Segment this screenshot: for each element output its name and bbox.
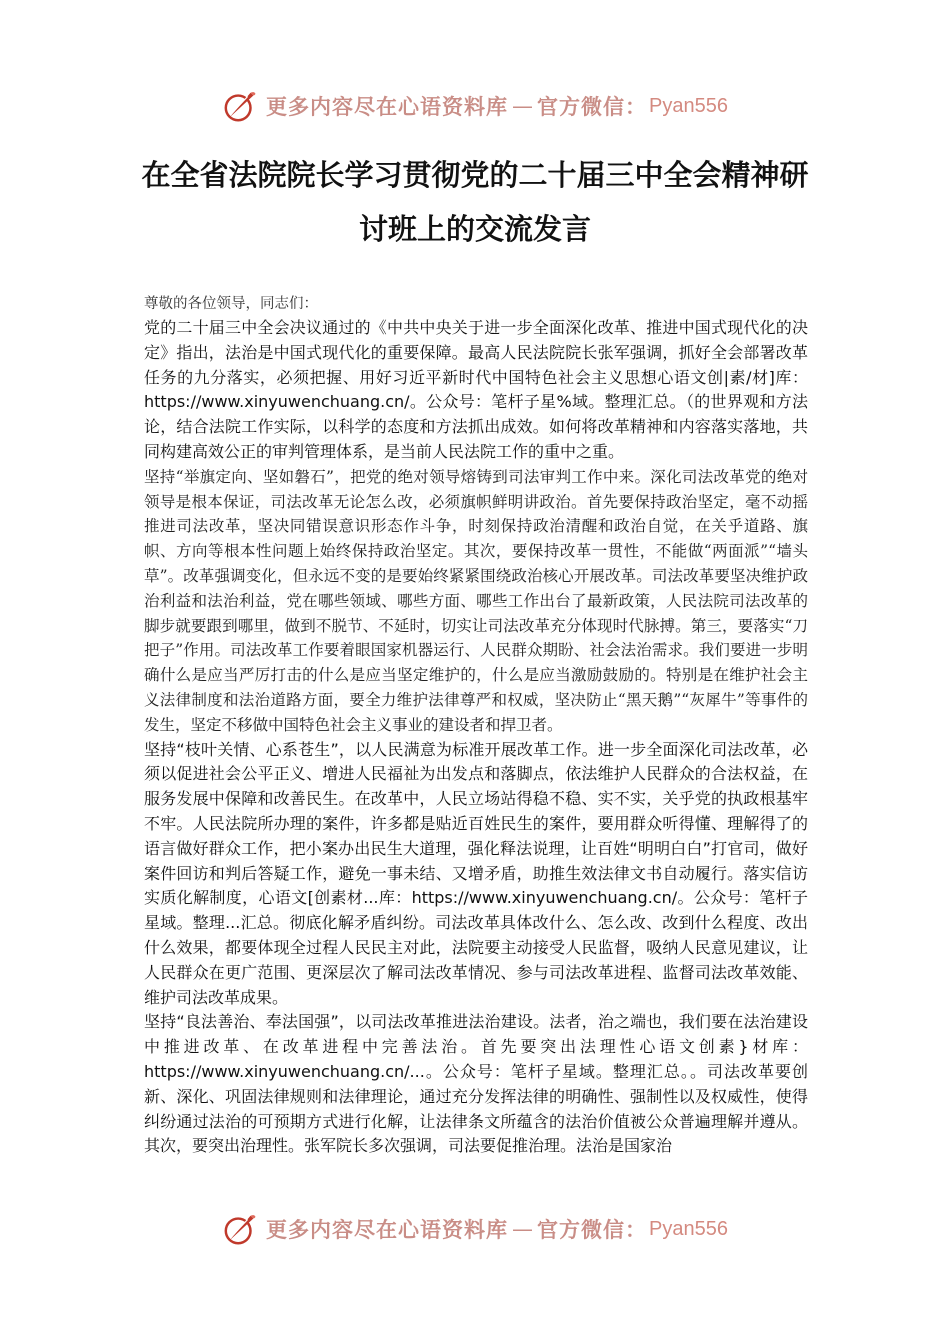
feather-pen-logo-icon — [222, 87, 260, 125]
document-body — [144, 292, 808, 1159]
title-line-2: 讨班上的交流发言 — [358, 212, 591, 246]
watermark-banner-top — [0, 84, 950, 128]
watermark-wechat-id: Pyan556 — [649, 1217, 728, 1240]
watermark-wechat-id: Pyan556 — [649, 94, 728, 117]
paragraph-1: 党的二十届三中全会决议通过的《中共中央关于进一步全面深化改革、推进中国式现代化的决定》指出，法治是中国式现代化的重要保障。最高人民法院院长张军强调，抓好全会部署改革任务的九分落实，必须把握、用好习近平新时代中国特色社会主义思想心语文创|素/材]库：https://www.xinyuwenchuang.cn/。公众号：笔杆子星%域。整理汇总。（的世界观和方法论，结合法院工作实际，以科学的态度和方法抓出成效。如何将改革精神和内容落实落地，共同构建高效公正的审判管理体系，是当前人民法院工作的重中之重。 — [144, 318, 808, 461]
watermark-official-label: 官方微信： — [537, 95, 648, 119]
watermark-text: 更多内容尽在心语资料库 — [266, 95, 509, 119]
paragraph-3: 坚持“枝叶关情、心系苍生”，以人民满意为标准开展改革工作。进一步全面深化司法改革，必须以促进社会公平正义、增进人民福祉为出发点和落脚点，依法维护人民群众的合法权益，在服务发展中保障和改善民生。在改革中，人民立场站得稳不稳、实不实，关乎党的执政根基牢不牢。人民法院所办理的案件，许多都是贴近百姓民生的案件，要用群众听得懂、理解得了的语言做好群众工作，把小案办出民生大道理，强化释法说理，让百姓“明明白白”打官司，做好案件回访和判后答疑工作，避免一事未结、又增矛盾，助推生效法律文书自动履行。落实信访实质化解制度，心语文[创素材...库：https://www.xinyuwenchuang.cn/。公众号：笔杆子星域。整理...汇总。彻底化解矛盾纠纷。司法改革具体改什么、怎么改、改到什么程度、改出什么效果，都要体现全过程人民民主对此，法院要主动接受人民监督，吸纳人民意见建议，让人民群众在更广范围、更深层次了解司法改革情况、参与司法改革进程、监督司法改革效能、维护司法改革成果。 — [144, 739, 808, 1007]
watermark-official-label: 官方微信： — [537, 1218, 648, 1242]
watermark-banner-bottom — [0, 1207, 950, 1251]
watermark-text: 更多内容尽在心语资料库 — [266, 1218, 509, 1242]
watermark-separator: — — [512, 94, 534, 118]
paragraph-2: 坚持“举旗定向、坚如磐石”，把党的绝对领导熔铸到司法审判工作中来。深化司法改革党的绝对领导是根本保证，司法改革无论怎么改，必须旗帜鲜明讲政治。首先要保持政治坚定，毫不动摇推进司法改革，坚决同错误意识形态作斗争，时刻保持政治清醒和政治自觉，在关乎道路、旗帜、方向等根本性问题上始终保持政治坚定。其次，要保持改革一贯性，不能做“两面派”“墙头草”。改革强调变化，但永远不变的是要始终紧紧围绕政治核心开展改革。司法改革要坚决维护政治利益和法治利益，党在哪些领域、哪些方面、哪些工作出台了最新政策，人民法院司法改革的脚步就要跟到哪里，做到不脱节、不延时，切实让司法改革充分体现时代脉搏。第三，要落实“刀把子”作用。司法改革工作要着眼国家机器运行、人民群众期盼、社会法治需求。我们要进一步明确什么是应当严厉打击的什么是应当坚定维护的，什么是应当激励鼓励的。特别是在维护社会主义法律制度和法治道路方面，要全力维护法律尊严和权威，坚决防止“黑天鹅”“灰犀牛”等事件的发生，坚定不移做中国特色社会主义事业的建设者和捍卫者。 — [144, 467, 808, 734]
title-line-1: 在全省法院院长学习贯彻党的二十届三中全会精神研 — [141, 158, 809, 192]
feather-pen-logo-icon — [222, 1210, 260, 1248]
document-title — [130, 148, 820, 256]
paragraph-4: 坚持“良法善治、奉法国强”，以司法改革推进法治建设。法者，治之端也，我们要在法治建设中推进改革、在改革进程中完善法治。首先要突出法理性心语文创素}材库：https://www.xinyuwenchuang.cn/...。公众号：笔杆子星域。整理汇总。。司法改革要创新、深化、巩固法律规则和法律理论，通过充分发挥法律的明确性、强制性以及权威性，使得纠纷通过法治的可预期方式进行化解，让法律条文所蕴含的法治价值被公众普遍理解并遵从。其次，要突出治理性。张军院长多次强调，司法要促推治理。法治是国家治 — [144, 1012, 808, 1156]
watermark-separator: — — [512, 1217, 534, 1241]
greeting: 尊敬的各位领导，同志们： — [144, 296, 318, 312]
